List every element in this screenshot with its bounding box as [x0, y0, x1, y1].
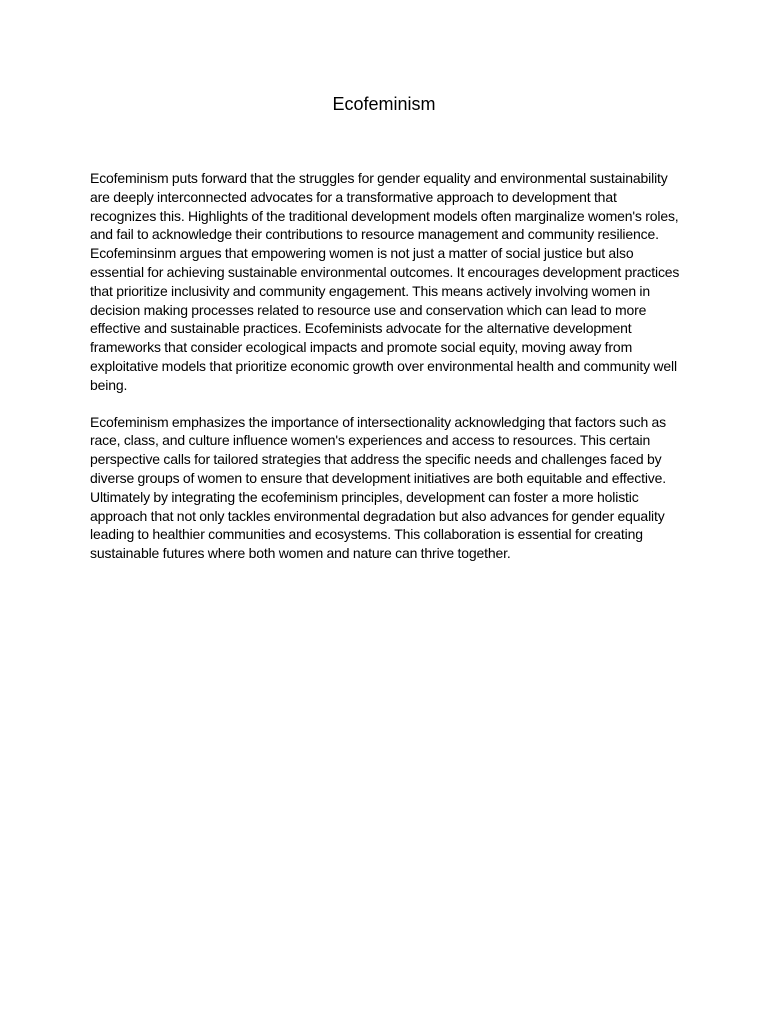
document-title: Ecofeminism [332, 94, 436, 114]
paragraph-1: Ecofeminism puts forward that the struggles for gender equality and environmental sustainability are deeply interconnected advocates for a transformative approach to development that recognizes this. Highlights of the traditional development models often marginalize women's roles, and fail to acknowledge their contributions to resource management and community resilience. Ecofeminsinm argues that empowering women is not just a matter of social justice but also essential for achieving sustainable environmental outcomes. It encourages development practices that prioritize inclusivity and community engagement. This means actively involving women in decision making processes related to resource use and conservation which can lead to more effective and sustainable practices. Ecofeminists advocate for the alternative development frameworks that consider ecological impacts and promote social equity, moving away from exploitative models that prioritize economic growth over environmental health and community well being. [90, 170, 680, 393]
document-body [90, 169, 682, 581]
paragraph-2: Ecofeminism emphasizes the importance of intersectionality acknowledging that factors such as race, class, and culture influence women's experiences and access to resources. This certain perspective calls for tailored strategies that address the specific needs and challenges faced by diverse groups of women to ensure that development initiatives are both equitable and effective. Ultimately by integrating the ecofeminism principles, development can foster a more holistic approach that not only tackles environmental degradation but also advances for gender equality leading to healthier communities and ecosystems. This collaboration is essential for creating sustainable futures where both women and nature can thrive together. [90, 413, 667, 562]
